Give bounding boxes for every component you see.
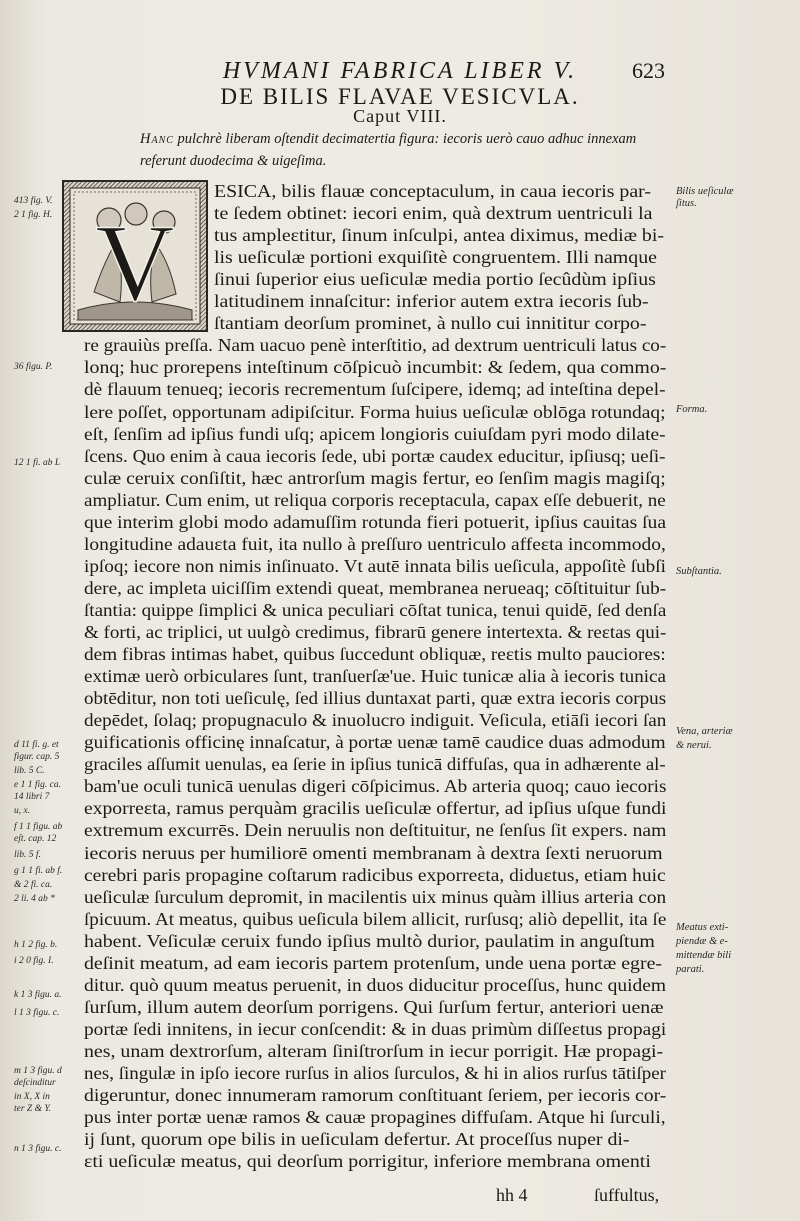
text-line: habent. Veſiculæ ceruix fundo ipſius multò durior, paulatim in anguſtum	[84, 930, 655, 951]
chapter-title: DE BILIS FLAVAE VESICVLA.	[220, 84, 580, 109]
text-line: ɛti ueſiculæ meatus, qui deorſum porrigitur, inferiore membrana omenti	[84, 1151, 651, 1172]
text-line: ampliatur. Cum enim, ut reliqua corporis receptacula, capax eſſe debuerit, ne	[84, 489, 666, 510]
text-line: guificationis officinę innaſcatur, à portæ uenæ tamē caudice duas admodum	[84, 732, 666, 753]
text-line: ij ſunt, quorum ope bilis in ueſiculam defertur. At proceſſus nuper di-	[84, 1129, 630, 1150]
text-line: iecoris neruus per humiliorē omenti membranam à dextra ſexti neruorum	[84, 842, 663, 863]
text-line: nes, ſingulæ in ipſo iecore rurſus in alios ſurculos, & hi in alios rurſus tātiſper	[84, 1063, 666, 1083]
text-line: re grauiùs preſſa. Nam uacuo penè interſtitio, ad dextrum uentriculi latus co-	[84, 335, 667, 356]
text-line: cerebri paris propagine coſtarum radicibus exporreɛta, diduɛtus, etiam huic	[84, 864, 666, 885]
text-line: longitudine adauɛta fuit, ita nullo à preſſuro uentriculo affeɛta incommodo,	[84, 533, 666, 554]
left-margin-note: figur. cap. 5	[14, 752, 60, 762]
left-margin-note: u, x.	[14, 806, 31, 816]
text-line: ESICA, bilis flauæ conceptaculum, in caua iecoris par-	[214, 181, 651, 201]
right-margin-note: ſitus.	[676, 198, 697, 209]
text-line: dem fibras intimas habet, quibus ſuccedunt obliquæ, reɛtis multo pauciores:	[84, 644, 666, 665]
left-margin-note: e 1 1 fig. ca.	[14, 780, 61, 790]
text-line: te ſedem obtinet: iecori enim, quà dextrum uentriculi la	[214, 203, 653, 224]
right-margin-note: Subſtantia.	[676, 566, 722, 577]
text-line: lere poſſet, opportunam adipiſcitur. Forma huius ueſiculæ oblōga rotundaq;	[84, 401, 666, 422]
left-margin-note: k 1 3 figu. a.	[14, 990, 62, 1000]
left-margin-note: 2 li. 4 ab *	[14, 894, 55, 904]
left-margin-note: lib. 5 f.	[14, 850, 41, 860]
left-margin-note: l 1 3 figu. c.	[14, 1008, 60, 1018]
text-line: eſt, ſenſim ad ipſius fundi uſq; apicem longioris cuiuſdam pyri modo dilate-	[84, 423, 666, 444]
right-margin-note: Meatus exti-	[676, 922, 729, 933]
text-line: pus inter portæ uenæ ramos & cauæ propagines diffuſam. Atque hi ſurculi,	[84, 1107, 666, 1128]
left-margin-note: n 1 3 figu. c.	[14, 1144, 62, 1154]
right-margin-note: Bilis ueſiculæ	[676, 186, 734, 197]
text-line: extremum excurrēs. Dein neruulis non deſtituitur, ne ſenſus ſit expers. nam	[84, 820, 667, 841]
text-line: bam'ue oculi tunicā uenulas digeri cōſpicimus. Ab arteria quoq; cauo iecoris	[84, 776, 667, 797]
left-margin-note: ter Z & Y.	[14, 1104, 52, 1114]
running-head: HVMANI FABRICA LIBER V.	[222, 58, 578, 84]
right-margin-note: mittendæ bili	[676, 950, 732, 961]
left-margin-note: 36 figu. P.	[14, 362, 53, 372]
left-margin-note: g 1 1 fi. ab f.	[14, 866, 63, 876]
text-line: ditur. quò quum meatus peruenit, in duos diducitur proceſſus, hunc quidem	[84, 974, 667, 995]
right-margin-note: Forma.	[676, 404, 708, 415]
right-margin-note: & nerui.	[676, 740, 712, 751]
figure-note-lead: Hanc	[140, 131, 174, 147]
text-line: deſinit meatum, ad eam iecoris partem protenſum, unde uena portæ egre-	[84, 952, 663, 973]
left-margin-note: & 2 fi. ca.	[14, 880, 53, 890]
text-line: ſurſum, illum autem deorſum porrigens. Qui ſurſum fertur, anteriori uenæ	[84, 996, 664, 1017]
right-margin-note: parati.	[676, 964, 705, 975]
text-line: que interim globi modo adamuſſim rotunda fieri potuerit, ipſius cauitas ſua	[84, 511, 667, 532]
text-line: & forti, ac triplici, ut uulgò credimus, fibrarū genere intertexta. & reɛtas qui-	[84, 622, 667, 642]
left-margin-note: deſcinditur	[14, 1078, 56, 1088]
text-line: dè flauum tenueq; iecoris recrementum ſuſcipere, idemq; ad inteſtina depel-	[84, 379, 666, 400]
initial-letter: V	[95, 202, 175, 324]
left-margin-note: h 1 2 fig. b.	[14, 940, 58, 950]
text-line: obtēditur, non toti ueſiculę, ſed illius duntaxat parti, quæ extra iecoris corpus	[84, 688, 667, 709]
right-margin-note: piendæ & e-	[676, 936, 728, 947]
text-line: lis ueſiculæ portioni exquiſitè congruentem. Illi namque	[214, 247, 657, 268]
text-line: ſinui ſuperior eius ueſiculæ media portio ſecûdùm ipſius	[214, 269, 656, 290]
left-margin-note: d 11 fi. g. et	[14, 740, 59, 750]
chapter-number: Caput VIII.	[353, 106, 447, 126]
left-margin-note: in X, X in	[14, 1092, 50, 1102]
page-number: 623	[632, 58, 665, 83]
signature-mark: hh 4	[496, 1185, 528, 1205]
left-margin-note: eſt. cap. 12	[14, 834, 57, 844]
left-margin-note: 14 libri 7	[14, 792, 50, 802]
left-margin-note: 12 1 fi. ab L	[14, 458, 61, 468]
text-line: ipſoq; iecore non nimis inſinuato. Vt autē innata bilis ueſicula, appoſitè ſubſi	[84, 555, 666, 576]
text-line: graciles aſſumit uenulas, ea ſerie in ipſius tunicā diffuſas, qua in adhærente al-	[84, 754, 666, 775]
text-line: ueſiculæ ſurculum depromit, in macilentis uix minus quàm illius arteria con	[84, 886, 667, 907]
text-line: ſcens. Quo enim à caua iecoris ſede, ubi portæ caudex educitur, ipſiusq; ueſi-	[84, 445, 666, 466]
right-margin-note: Vena, arteriæ	[676, 726, 733, 737]
text-line: extimæ uerò orbiculares ſunt, tranſuerſæ'ue. Huic tunicæ alia à iecoris tunica	[84, 666, 666, 687]
text-line: dere, ac impleta uiciſſim extendi queat, membranea nerueaq; cōſtituitur ſub-	[84, 577, 667, 598]
text-line: culæ ceruix conſiſtit, hæc antrorſum magis fertur, eo ſenſim magis magiſq;	[84, 467, 666, 488]
text-line: exporreɛta, ramus perquàm gracilis ueſiculæ offertur, ad ipſius uſque fundi	[84, 798, 667, 819]
text-line: nes, unam dextrorſum, alteram ſiniſtrorſum in iecur porrigit. Hæ propagi-	[84, 1040, 664, 1061]
text-line: latitudinem innaſcitur: inferior autem extra iecoris ſub-	[214, 291, 649, 312]
catchword: ſuffultus,	[594, 1185, 660, 1205]
left-margin-note: 413 fig. V.	[14, 196, 53, 206]
text-line: ſpicuum. At meatus, quibus ueſicula bilem allicit, rurſusq; aliò depellit, ita ſe	[84, 908, 667, 929]
left-margin-note: i 2 0 fig. I.	[14, 956, 54, 966]
left-margin-note: m 1 3 figu. d	[14, 1066, 62, 1076]
text-line: depēdet, ſolaq; propugnaculo & inuolucro indiguit. Veſicula, etiāſi iecori ſan	[84, 710, 667, 731]
text-line: portæ ſedi innitens, in iecur conſcendit: & in duas primùm diſſeɛtus propagi	[84, 1018, 667, 1039]
text-line: ſtantiam deorſum prominet, à nullo cui innititur corpo-	[214, 313, 647, 334]
left-margin-note: 2 1 fig. H.	[14, 210, 53, 220]
text-line: lonq; huc prorepens inteſtinum cōſpicuò incumbit: & ſedem, qua commo-	[84, 357, 667, 378]
left-margin-note: f 1 1 figu. ab	[14, 822, 63, 832]
text-line: digeruntur, donec innumeram ramorum conſtituant ſeriem, per iecoris cor-	[84, 1085, 667, 1106]
figure-note-text: pulchrè liberam oſtendit decimatertia figura: iecoris uerò cauo adhuc innexam referunt duodecima & uigeſima.	[140, 131, 637, 169]
text-line: tus ampleɛtitur, ſinum inſculpi, antea diximus, mediæ bi-	[214, 225, 664, 246]
left-margin-note: lib. 5 C.	[14, 766, 45, 776]
text-line: ſtantia: quippe ſimplici & unica peculiari cōſtat tunica, tenui quidē, ſed denſa	[84, 599, 667, 620]
